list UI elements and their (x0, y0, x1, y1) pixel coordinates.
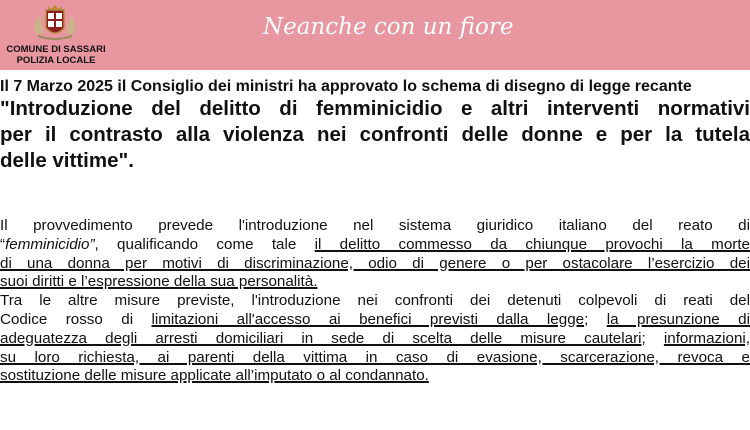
law-title (0, 96, 750, 174)
org-line-1: COMUNE DI SASSARI (6, 44, 106, 55)
title-line: "Introduzione del delitto di femminicidio e altri interventi normativi (0, 97, 750, 120)
underlined-text: la presunzione di (606, 310, 750, 328)
underlined-text: su loro richiesta, ai parenti della vittima in caso di evasione, scarcerazione, revoca e (0, 348, 750, 366)
underlined-text: informazioni, (663, 329, 750, 347)
body-line (0, 367, 750, 386)
header-banner (0, 0, 750, 70)
underlined-text: il delitto commesso da chiunque provochi la morte (314, 235, 750, 253)
body-line (0, 273, 750, 292)
underlined-text: adeguatezza degli arresti domiciliari in sede di scelta delle misure cautelari (0, 329, 642, 347)
body-line (0, 292, 750, 311)
body-line (0, 255, 750, 274)
intro-line: Il 7 Marzo 2025 il Consiglio dei ministri ha approvato lo schema di disegno di legge recante (0, 78, 692, 95)
body-line (0, 311, 750, 330)
text-segment: ; (584, 310, 607, 328)
text-segment: Codice rosso di (0, 310, 152, 328)
text-segment: , qualificando come tale (94, 235, 315, 253)
org-line-2: POLIZIA LOCALE (16, 55, 96, 66)
text-segment: Il provvedimento prevede l'introduzione nel sistema giuridico italiano del reato di (0, 217, 750, 234)
italic-text: femminicidio” (5, 235, 95, 253)
body-line (0, 349, 750, 368)
title-line: per il contrasto alla violenza nei confronti delle donne e per la tutela (0, 123, 750, 146)
underlined-text: sostituzione delle misure applicate all’imputato o al condannato. (0, 367, 429, 385)
underlined-text: di una donna per motivi di discriminazione, odio di genere o per ostacolare l’esercizio dei (0, 254, 750, 272)
body-line (0, 330, 750, 349)
title-line: delle vittime". (0, 149, 134, 172)
text-segment: Tra le altre misure previste, l'introduzione nei confronti dei detenuti colpevoli di reati del (0, 292, 750, 310)
body-line (0, 217, 750, 236)
body-line (0, 236, 750, 255)
organization-name (0, 44, 112, 66)
text-segment: ; (641, 329, 664, 347)
underlined-text: suoi diritti e l’espressione della sua personalità. (0, 273, 318, 291)
text-segment: “ (0, 235, 6, 253)
campaign-motto: Neanche con un fiore (263, 14, 514, 40)
body-text (0, 217, 750, 386)
city-crest-icon (30, 4, 80, 44)
underlined-text: limitazioni all'accesso ai benefici previsti dalla legge (151, 310, 585, 328)
